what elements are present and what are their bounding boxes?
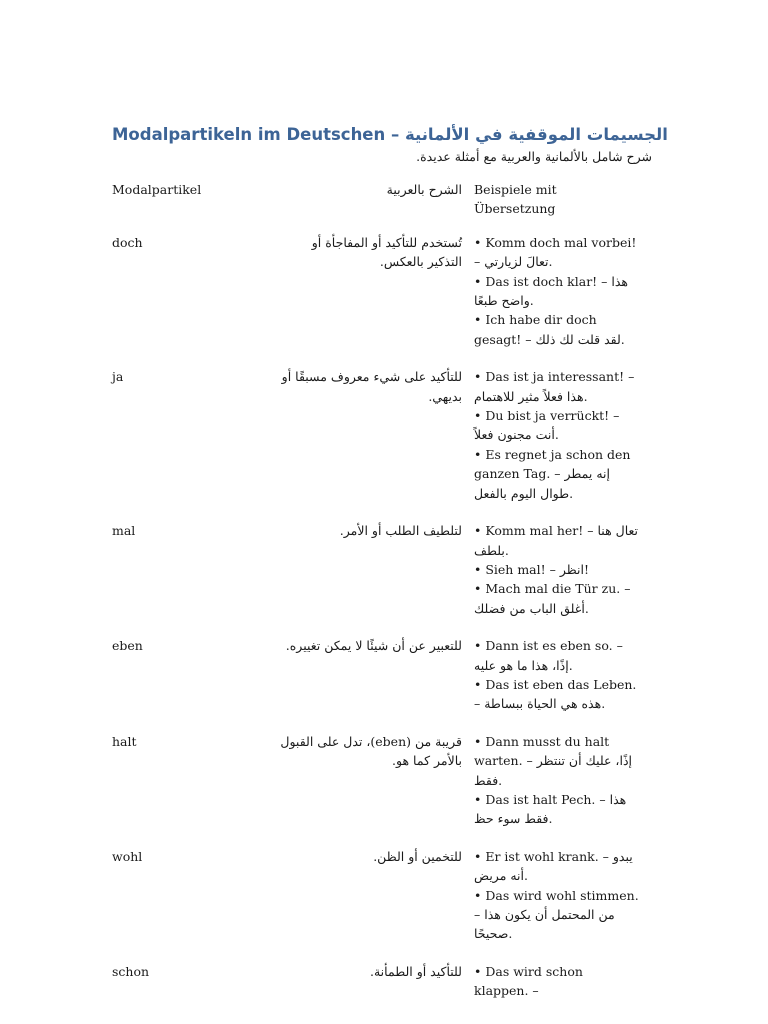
explanation-cell: للتعبير عن أن شيئًا لا يمكن تغييره.	[285, 638, 462, 654]
explanation-cell: لتلطيف الطلب أو الأمر.	[339, 523, 462, 539]
explanation-cell: للتأكيد على شيء معروف مسبقًا أو بديهي.	[281, 369, 462, 404]
examples-cell	[474, 521, 652, 636]
particle-cell: doch	[112, 234, 143, 250]
table-row	[112, 847, 652, 962]
examples-cell	[474, 732, 652, 847]
document-page	[112, 122, 668, 1019]
explanation-cell: للتأكيد أو الطمأنة.	[370, 963, 462, 979]
example-line: • Dann ist es eben so. – إذًا، هذا ما هو عليه.	[474, 638, 623, 673]
document-title: Modalpartikeln im Deutschen – الجسيمات الموقفية في الألمانية	[112, 125, 668, 144]
table-row	[112, 233, 652, 367]
example-line: • Komm mal her! – تعال هنا بلطف.	[474, 523, 639, 558]
table-row	[112, 962, 652, 1019]
particle-cell: schon	[112, 963, 150, 979]
example-line: • Es regnet ja schon den ganzen Tag. – إنه يمطر طوال اليوم بالفعل.	[474, 446, 631, 501]
example-line: • Ich habe dir doch gesagt! – لقد قلت لك ذلك.	[474, 312, 625, 347]
header-examples: Beispiele mit Übersetzung	[474, 182, 557, 217]
example-line: • Das ist ja interessant! – هذا فعلاً مثير للاهتمام.	[474, 369, 635, 404]
example-line: • Das ist eben das Leben. – هذه هي الحياة ببساطة.	[474, 676, 637, 712]
example-line: • Du bist ja verrückt! – أنت مجنون فعلاً.	[474, 408, 620, 443]
example-line: • Das wird schon klappen. –	[474, 963, 583, 999]
table-header-row	[112, 180, 652, 233]
header-arabic-explanation: الشرح بالعربية	[386, 182, 462, 197]
examples-cell	[474, 233, 652, 367]
explanation-cell: تُستخدم للتأكيد أو المفاجأة أو التذكير بالعكس.	[311, 234, 462, 270]
examples-cell	[474, 847, 652, 962]
example-line: • Das ist doch klar! – هذا واضح طبعًا.	[474, 273, 629, 309]
explanation-cell: للتخمين أو الظن.	[373, 848, 462, 864]
example-line: • Mach mal die Tür zu. – أغلق الباب من فضلك.	[474, 581, 631, 616]
explanation-cell: قريبة من (eben)، تدل على القبول بالأمر كما هو.	[280, 733, 462, 769]
examples-cell	[474, 962, 652, 1019]
example-line: • Sieh mal! – انظر!	[474, 561, 589, 577]
table-row	[112, 521, 652, 636]
example-line: • Dann musst du halt warten. – إذًا، عليك أن تنتظر فقط.	[474, 733, 632, 788]
example-line: • Das ist halt Pech. – هذا فقط سوء حظ.	[474, 791, 627, 827]
particle-cell: wohl	[112, 848, 143, 864]
document-subtitle: شرح شامل بالألمانية والعربية مع أمثلة عديدة.	[416, 149, 652, 164]
header-modalpartikel: Modalpartikel	[112, 182, 202, 197]
example-line: • Komm doch mal vorbei! – تعالَ لزيارتي.	[474, 234, 637, 270]
example-line: • Das wird wohl stimmen. – من المحتمل أن يكون هذا صحيحًا.	[474, 887, 639, 942]
particle-cell: mal	[112, 523, 136, 539]
examples-cell	[474, 636, 652, 732]
modal-particles-table	[112, 180, 652, 1019]
table-row	[112, 367, 652, 521]
examples-cell	[474, 367, 652, 521]
table-row	[112, 732, 652, 847]
particle-cell: eben	[112, 638, 143, 654]
table-row	[112, 636, 652, 732]
particle-cell: halt	[112, 733, 137, 749]
example-line: • Er ist wohl krank. – يبدو أنه مريض.	[474, 848, 633, 884]
particle-cell: ja	[112, 369, 124, 385]
